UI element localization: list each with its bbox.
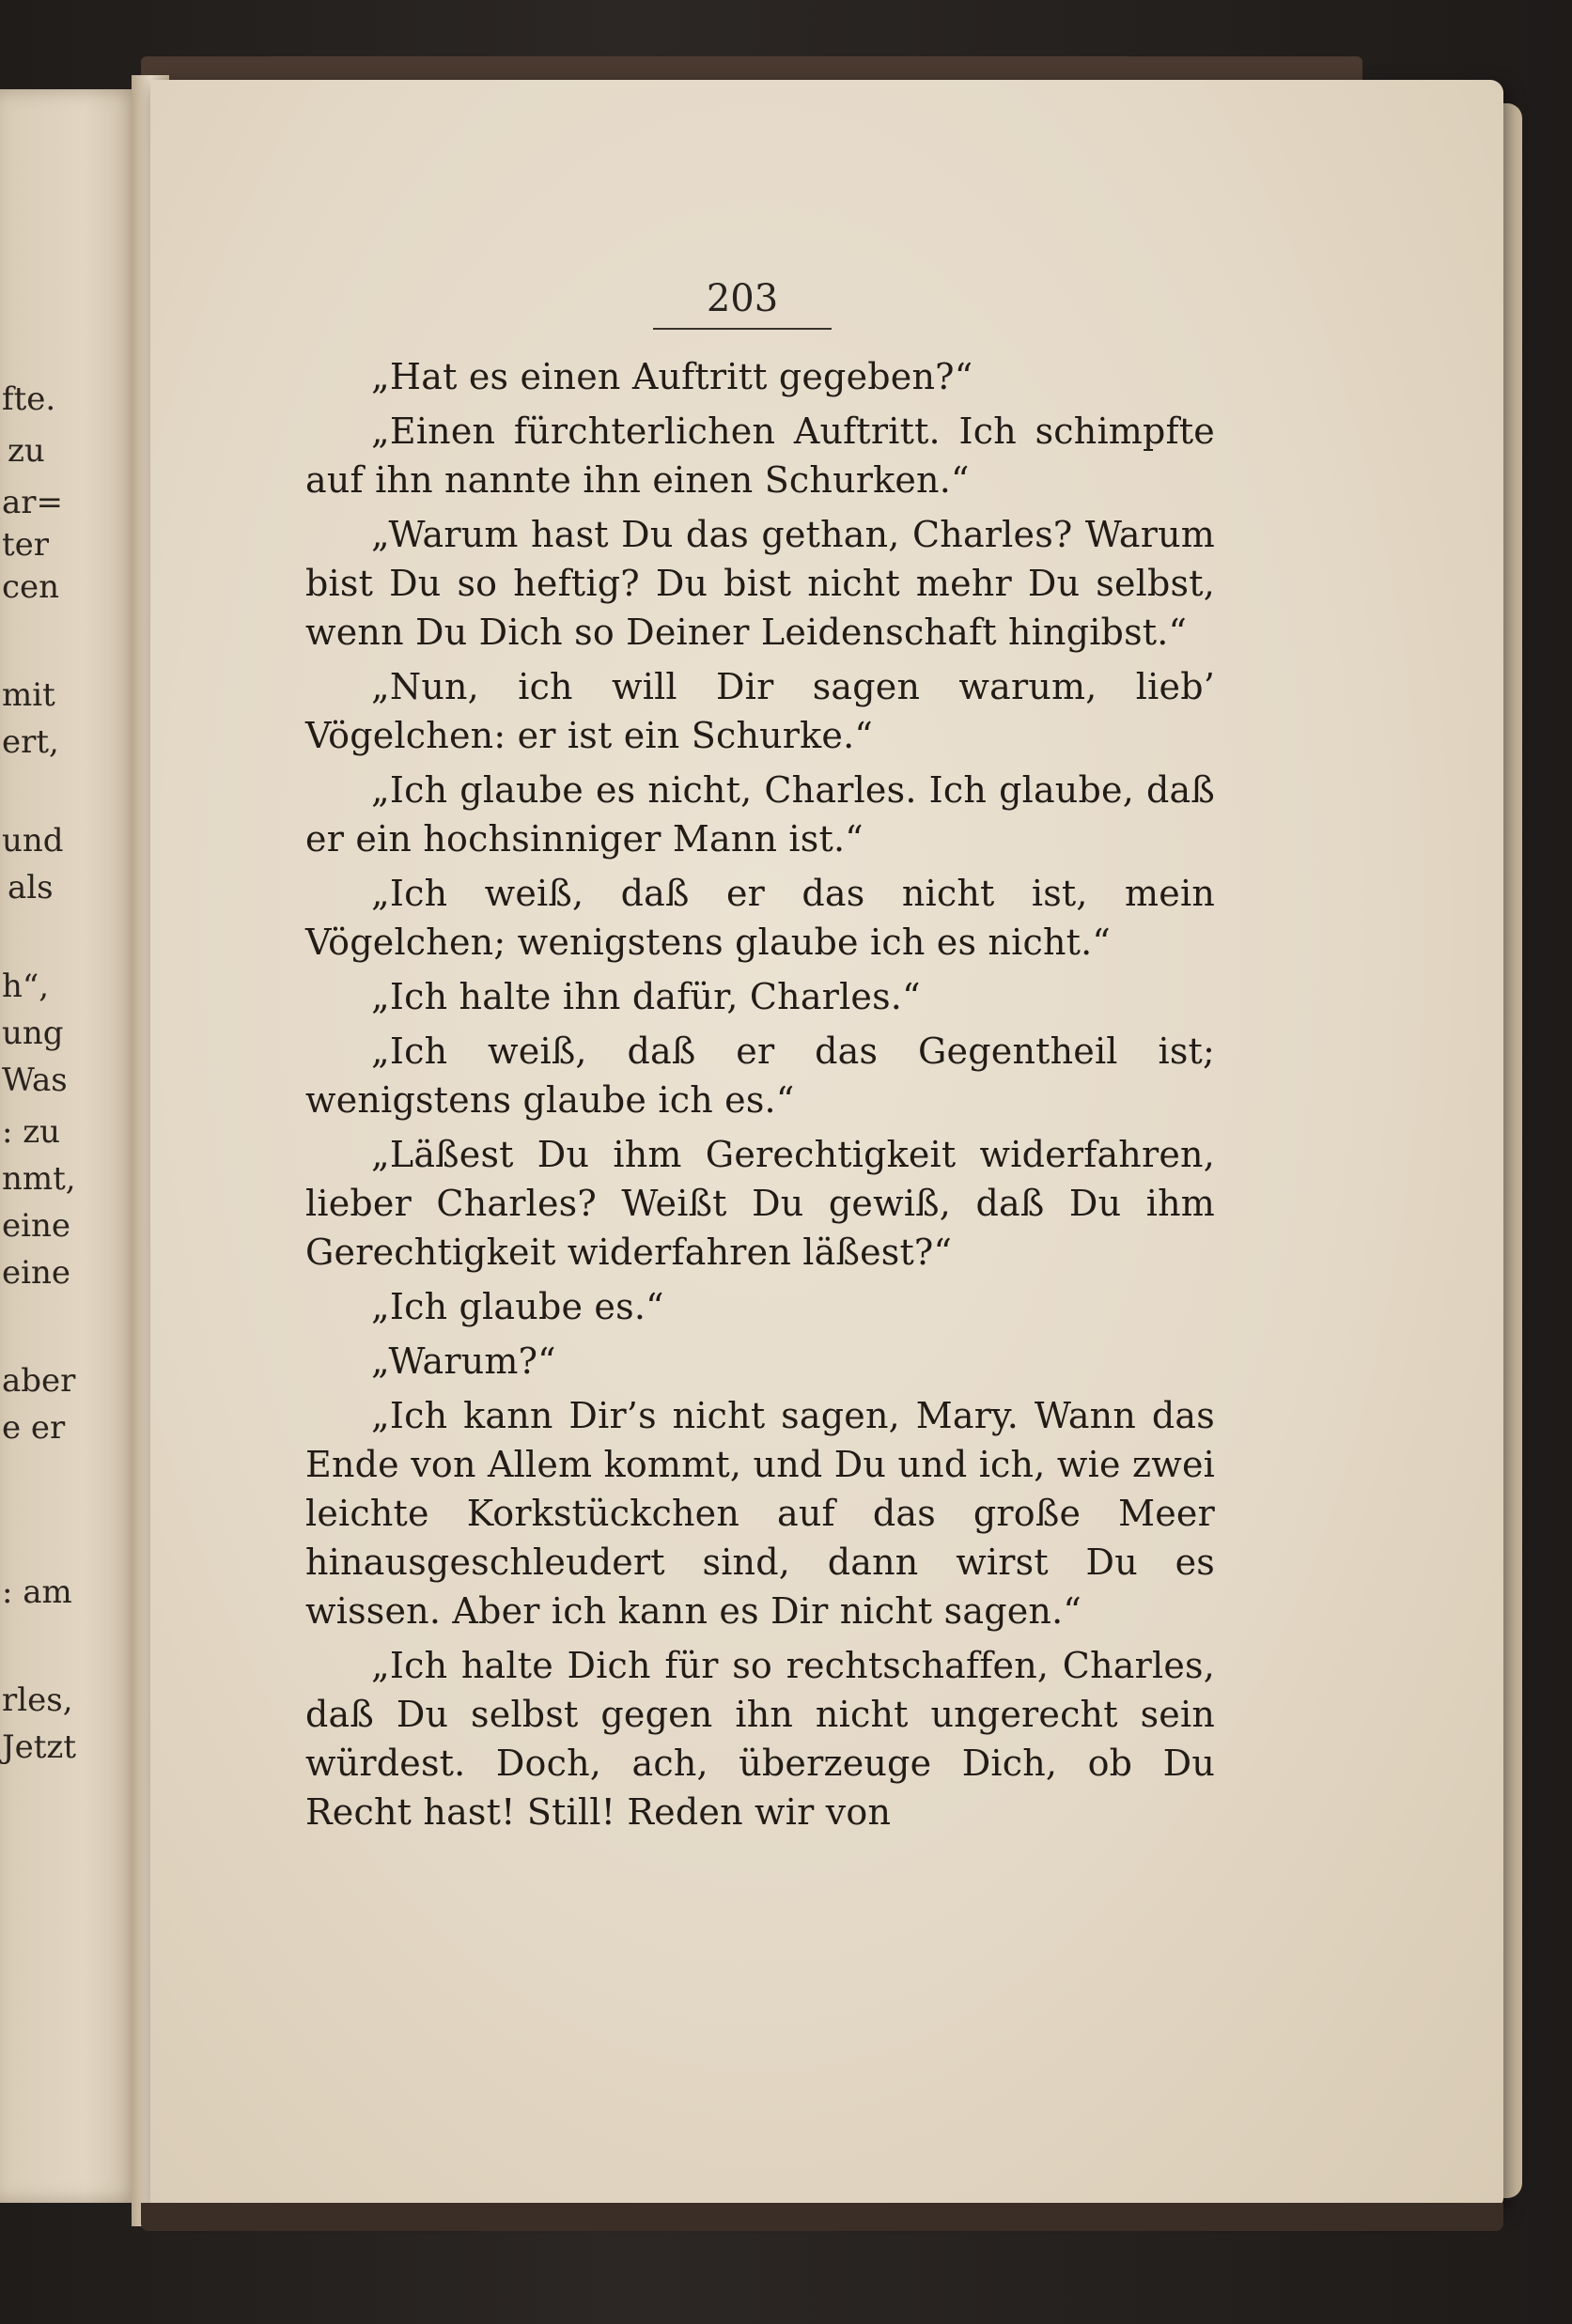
paragraph: „Warum?“ <box>371 1340 556 1382</box>
left-page-fragment: zu <box>8 432 45 470</box>
page-bottom-edge <box>141 2203 1503 2231</box>
left-page-fragment: Jetzt <box>2 1728 76 1766</box>
paragraph: „Ich kann Dir’s nicht sagen, Mary. Wann das Ende von Allem kommt, und Du und ich, wie zwei leichte Korkstückchen auf das große Meer hinausgeschleudert sind, dann wirst Du es wissen. Aber ich kann es Dir nicht sagen.“ <box>305 1395 1215 1632</box>
left-page-fragment: als <box>8 869 54 906</box>
left-page-fragment: mit <box>2 676 55 714</box>
paragraph: „Ich weiß, daß er das nicht ist, mein Vögelchen; wenigstens glaube ich es nicht.“ <box>305 873 1215 963</box>
left-page-fragment: ung <box>2 1015 64 1052</box>
paragraph: „Ich halte Dich für so rechtschaffen, Charles, daß Du selbst gegen ihn nicht ungerecht sein würdest. Doch, ach, überzeuge Dich, ob Du Recht hast! Still! Reden wir von <box>305 1645 1215 1833</box>
left-page-fragment: ar= <box>2 484 64 521</box>
paragraph: „Hat es einen Auftritt gegeben?“ <box>371 356 973 397</box>
page-text <box>305 352 1215 1842</box>
page-number: 203 <box>706 277 779 320</box>
left-page-fragment: : zu <box>2 1113 61 1151</box>
paragraph: „Ich glaube es nicht, Charles. Ich glaube, daß er ein hochsinniger Mann ist.“ <box>305 769 1215 860</box>
left-page-fragment: eine <box>2 1207 71 1245</box>
left-page-fragment: : am <box>2 1573 72 1611</box>
left-page-fragment: e er <box>2 1409 66 1447</box>
header-rule <box>653 328 832 330</box>
left-page-fragment: und <box>2 822 64 860</box>
previous-page-strip <box>0 89 141 2203</box>
paragraph: „Einen fürchterlichen Auftritt. Ich schimpfte auf ihn nannte ihn einen Schurken.“ <box>305 411 1215 501</box>
paragraph: „Ich weiß, daß er das Gegentheil ist; wenigstens glaube ich es.“ <box>305 1030 1215 1121</box>
left-page-fragment: fte. <box>2 380 56 418</box>
paragraph: „Läßest Du ihm Gerechtigkeit widerfahren, lieber Charles? Weißt Du gewiß, daß Du ihm Gerechtigkeit widerfahren läßest?“ <box>305 1134 1215 1273</box>
left-page-fragment: eine <box>2 1254 71 1292</box>
paragraph: „Ich glaube es.“ <box>371 1286 664 1327</box>
paragraph: „Ich halte ihn dafür, Charles.“ <box>371 976 921 1017</box>
left-page-fragment: h“, <box>2 968 50 1005</box>
left-page-fragment: rles, <box>2 1681 73 1719</box>
left-page-fragment: cen <box>2 568 60 606</box>
left-page-fragment: aber <box>2 1362 76 1400</box>
left-page-fragment: Was <box>2 1061 68 1099</box>
paragraph: „Nun, ich will Dir sagen warum, lieb’ Vögelchen: er ist ein Schurke.“ <box>305 666 1215 756</box>
paragraph: „Warum hast Du das gethan, Charles? Warum bist Du so heftig? Du bist nicht mehr Du selbst, wenn Du Dich so Deiner Leidenschaft hingibst.“ <box>305 514 1215 653</box>
left-page-fragment: ter <box>2 526 50 564</box>
left-page-fragment: ert, <box>2 723 59 761</box>
left-page-fragment: nmt, <box>2 1160 76 1198</box>
